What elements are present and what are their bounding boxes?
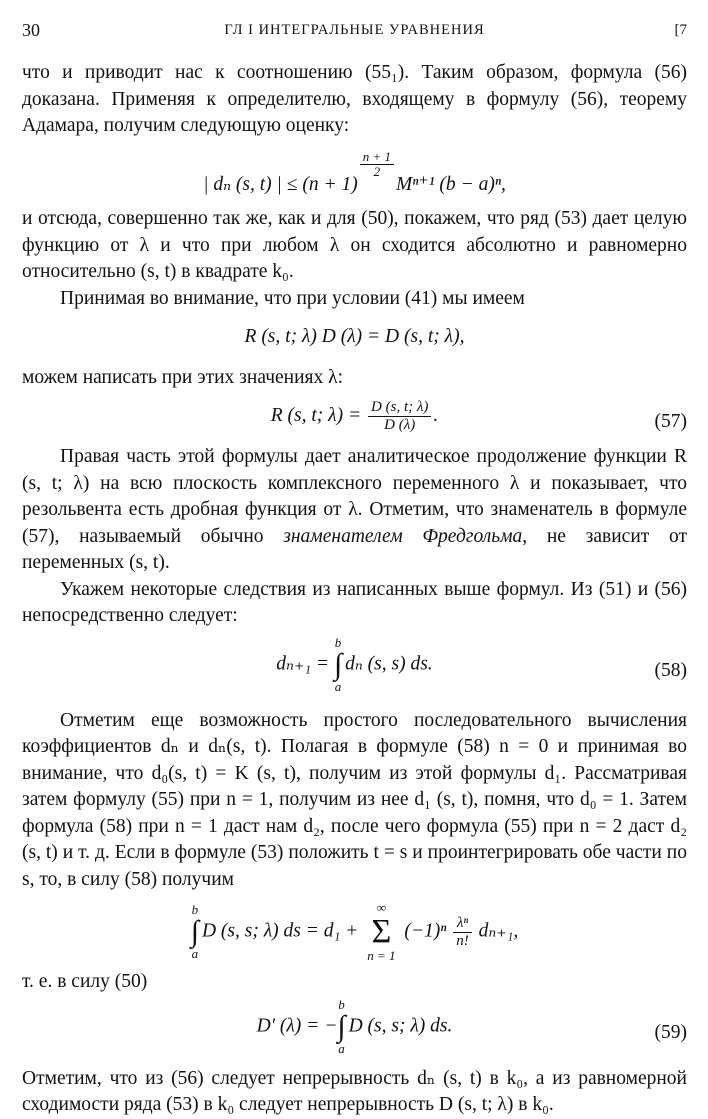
eq57-denominator: D (λ) [384, 417, 416, 433]
equation-57: R (s, t; λ) = $\frac{D (s, t; \lambda)}{D (\lambda)}$ . (57) [22, 399, 687, 434]
eq58-lhs: dₙ₊₁ = [276, 652, 330, 674]
integral-lower-limit: a [334, 678, 342, 694]
series-term-a: (−1)ⁿ [404, 920, 447, 942]
equation-58 [22, 636, 687, 694]
paragraph-5-text-b: , не зависит от переменных (s, t). [22, 525, 687, 573]
paragraph-7: Отметим еще возможность простого последовательного вычисления коэффициентов dₙ и dₙ(s, t). Полагая в формуле (58) n = 0 и принимая во внимание, что d₀(s, t) = K (s, t), получим из этой формулы d₁. Рассматривая затем формулу (55) при n = 1, получим из нее d₁ (s, t), помня, что d₀ = 1. Затем формула (58) при n = 1 даст нам d₂, после чего формула (55) при n = 2 даст d₂ (s, t) и т. д. Если в формуле (53) положить t = s и проинтегрировать обе части по s, то, в силу (58) получим [22, 709, 687, 890]
integral-symbol: ∫ [190, 915, 199, 948]
sum-lower-limit: n = 1 [367, 948, 396, 963]
equation-number: (57) [654, 411, 687, 432]
series-frac-den: n! [456, 932, 469, 949]
page-body [22, 60, 687, 1119]
paragraph-4: можем написать при этих значениях λ: [22, 366, 343, 388]
paragraph-5-emphasis: знаменателем Фредгольма [283, 525, 523, 547]
eq59-rhs: D (s, s; λ) ds. [348, 1014, 453, 1036]
sum-symbol: Σ [371, 913, 392, 950]
series-term-b: dₙ₊₁, [478, 920, 519, 942]
hadamard-estimate [22, 150, 687, 199]
paragraph-6: Укажем некоторые следствия из написанных выше формул. Из (51) и (56) непосредственно следует: [22, 578, 687, 626]
equation-number: (58) [654, 659, 687, 681]
eq57-fraction [368, 399, 431, 434]
integral-upper-limit: b [338, 996, 345, 1012]
resolvent-relation [22, 324, 687, 351]
page-number: 30 [22, 20, 40, 40]
paragraph-2: и отсюда, совершенно так же, как и для (50), покажем, что ряд (53) дает целую функцию от λ и что при любом λ он сходится абсолютно и равномерно относительно (s, t) в квадрате k₀. [22, 208, 687, 282]
paragraph-5-text-a: Правая часть этой формулы дает аналитическое продолжение функции R (s, t; λ) на всю плоскость комплексного переменного λ и показывает, что резольвента есть дробная функция от λ. Отметим, что знаменатель в формуле (57), называемый обычно [22, 446, 687, 547]
series-frac-num: λⁿ [453, 915, 472, 933]
integral-upper-limit: b [334, 634, 342, 650]
eq59-lhs: D′ (λ) = − [256, 1014, 338, 1036]
series-integral-equation [22, 901, 687, 963]
paragraph-1: что и приводит нас к соотношению (55₁). Таким образом, формула (56) доказана. Применяя к определителю, входящему в формулу (56), теорему Адамара, получим следующую оценку: [22, 62, 687, 136]
integral-symbol: ∫ [333, 647, 343, 681]
hadamard-rhs: Mⁿ⁺¹ (b − a)ⁿ, [396, 173, 506, 195]
equation-number: (59) [654, 1021, 687, 1043]
integral-sign [337, 998, 345, 1056]
chapter-title: ГЛ I ИНТЕГРАЛЬНЫЕ УРАВНЕНИЯ [224, 22, 485, 38]
integral-sign [191, 903, 199, 961]
series-fraction [453, 915, 472, 950]
resolvent-relation-text: R (s, t; λ) D (λ) = D (s, t; λ), [244, 326, 465, 347]
paragraph-5 [22, 444, 687, 577]
integral-lower-limit: a [338, 1040, 345, 1056]
sum-upper-limit: ∞ [376, 900, 386, 915]
integral-lower-limit: a [191, 946, 199, 961]
running-header [22, 20, 687, 46]
hadamard-exp-num: n + 1 [360, 150, 394, 165]
hadamard-lhs: | dₙ (s, t) | ≤ (n + 1) [203, 173, 358, 195]
paragraph-3: Принимая во внимание, что при условии (41) мы имеем [60, 287, 525, 309]
paragraph-8: т. е. в силу (50) [22, 971, 148, 992]
section-marker: [7 [674, 22, 687, 38]
integral-sign [334, 636, 342, 694]
hadamard-exponent [360, 150, 394, 179]
paragraph-9: Отметим, что из (56) следует непрерывность dₙ (s, t) в k₀, а из равномерной сходимости ряда (53) в k₀ следует непрерывность D (s, t; λ) в k₀. [22, 1067, 687, 1115]
equation-59 [22, 998, 687, 1056]
eq58-rhs: dₙ (s, s) ds. [345, 652, 433, 674]
integral-upper-limit: b [191, 902, 199, 917]
series-lhs: D (s, s; λ) ds = d₁ + [201, 920, 359, 942]
hadamard-exp-den: 2 [373, 163, 381, 179]
integral-symbol: ∫ [337, 1009, 346, 1043]
sum-sign [367, 901, 395, 963]
eq57-lhs: R (s, t; λ) = [270, 404, 362, 426]
eq57-numerator: D (s, t; λ) [368, 399, 431, 417]
